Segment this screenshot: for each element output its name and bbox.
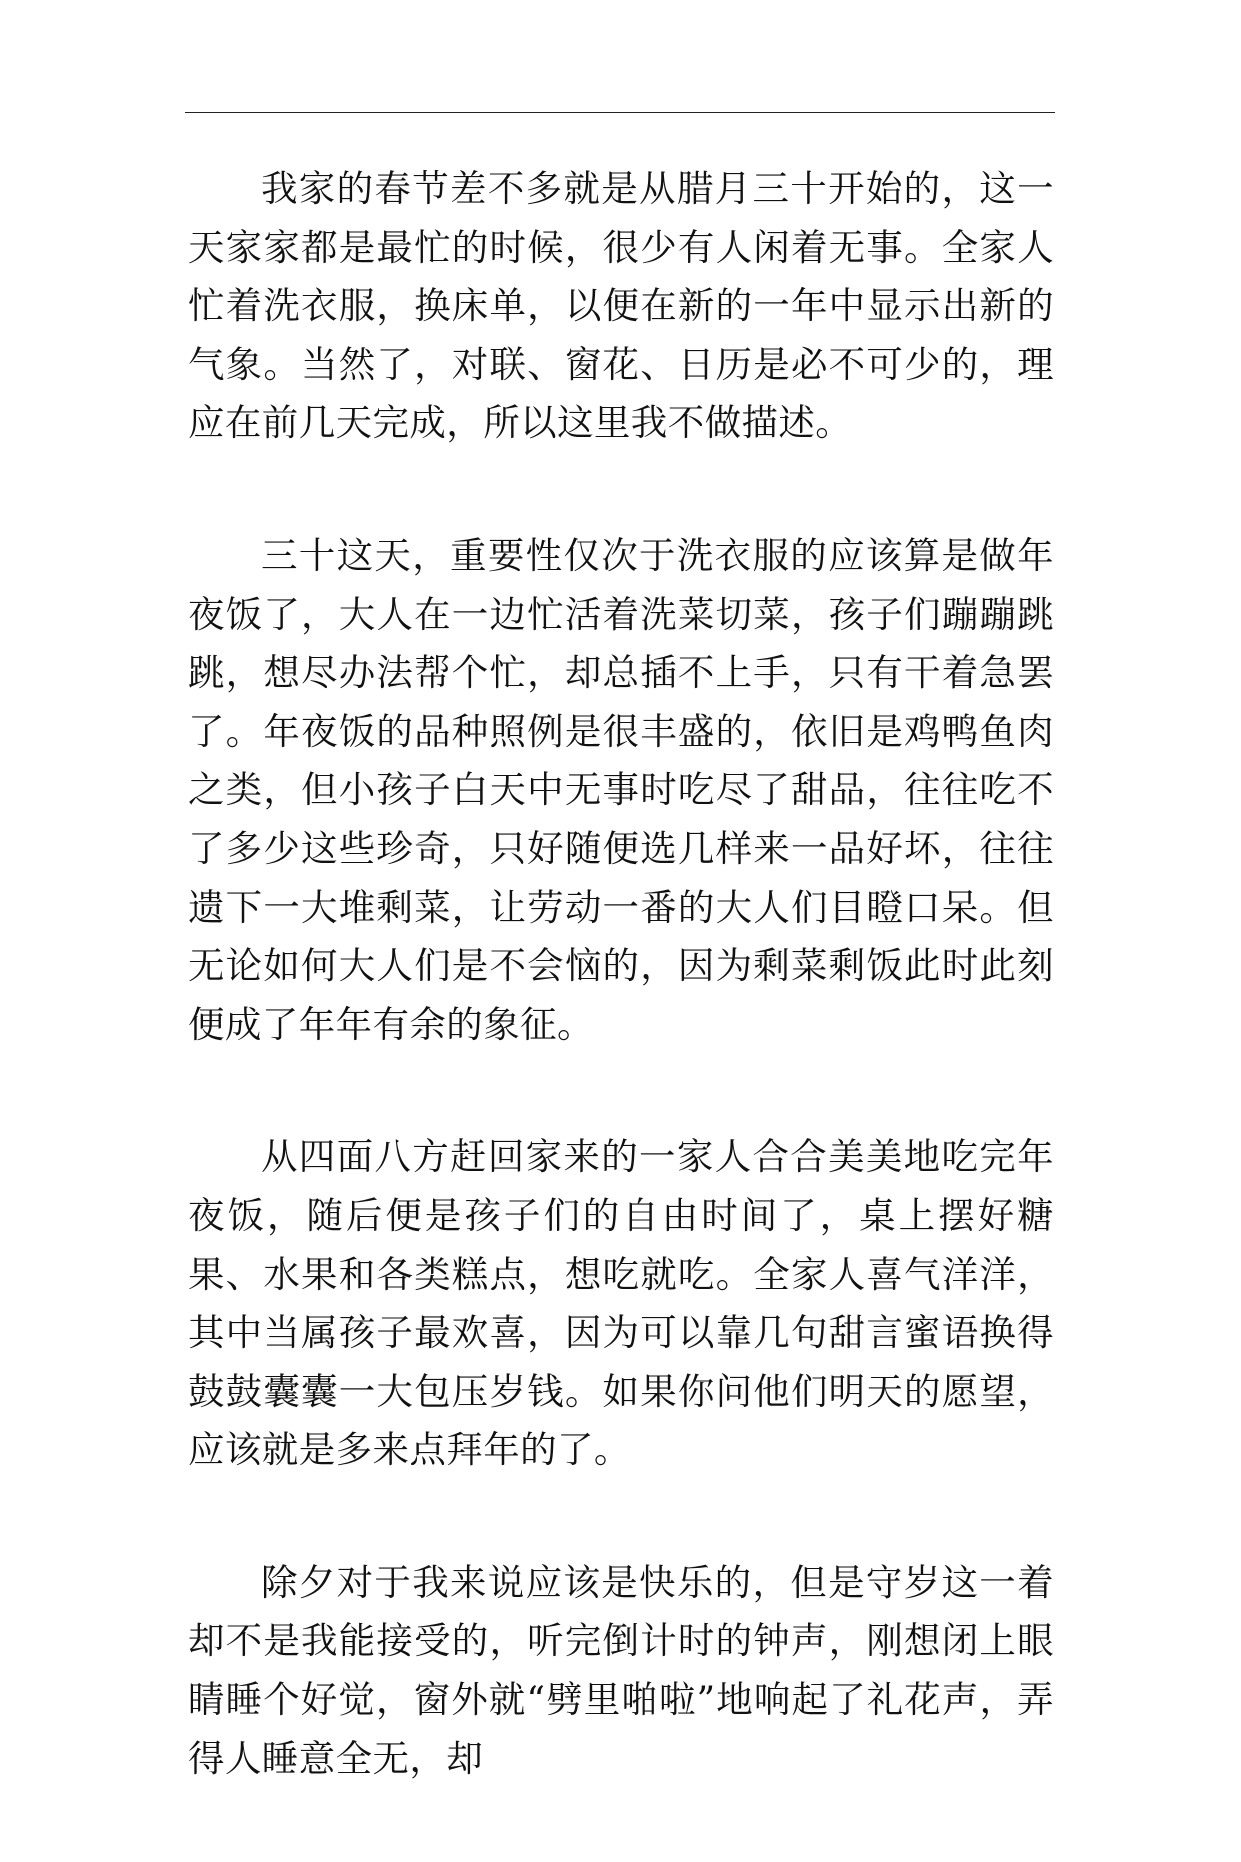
paragraph-2: 三十这天，重要性仅次于洗衣服的应该算是做年夜饭了，大人在一边忙活着洗菜切菜，孩子们蹦蹦跳跳，想尽办法帮个忙，却总插不上手，只有干着急罢了。年夜饭的品种照例是很丰盛的，依旧是鸡鸭鱼肉之类，但小孩子白天中无事时吃尽了甜品，往往吃不了多少这些珍奇，只好随便选几样来一品好坏，往往遗下一大堆剩菜，让劳动一番的大人们目瞪口呆。但无论如何大人们是不会恼的，因为剩菜剩饭此时此刻便成了年年有余的象征。 [188, 533, 1054, 1046]
paragraph-3: 从四面八方赶回家来的一家人合合美美地吃完年夜饭，随后便是孩子们的自由时间了，桌上摆好糖果、水果和各类糕点，想吃就吃。全家人喜气洋洋，其中当属孩子最欢喜，因为可以靠几句甜言蜜语换得鼓鼓囊囊一大包压岁钱。如果你问他们明天的愿望，应该就是多来点拜年的了。 [188, 1135, 1054, 1472]
paragraph-1: 我家的春节差不多就是从腊月三十开始的，这一天家家都是最忙的时候，很少有人闲着无事。全家人忙着洗衣服，换床单，以便在新的一年中显示出新的气象。当然了，对联、窗花、日历是必不可少的，理应在前几天完成，所以这里我不做描述。 [188, 167, 1054, 445]
paragraph-4: 除夕对于我来说应该是快乐的，但是守岁这一着却不是我能接受的，听完倒计时的钟声，刚想闭上眼睛睡个好觉，窗外就“劈里啪啦”地响起了礼花声，弄得人睡意全无，却 [188, 1560, 1054, 1780]
document-body [188, 160, 1054, 1862]
header-rule [185, 112, 1055, 113]
